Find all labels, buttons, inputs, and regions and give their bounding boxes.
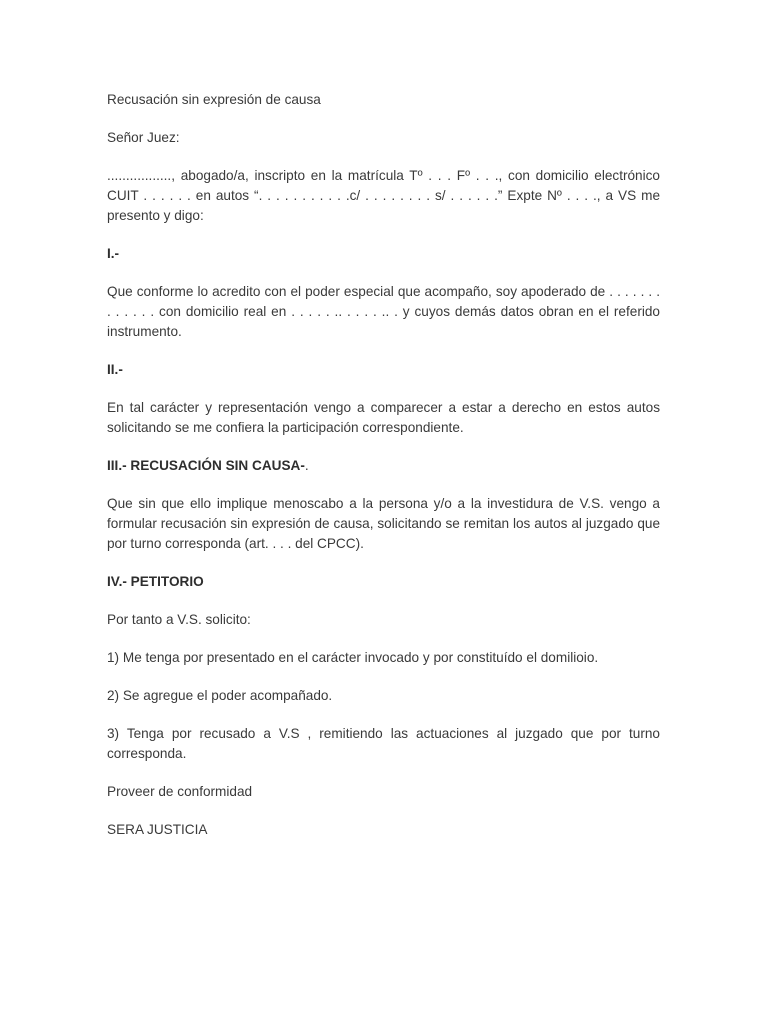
signoff-line: SERA JUSTICIA xyxy=(107,822,208,837)
section-3-heading-suffix: . xyxy=(304,458,309,473)
closing-line: Proveer de conformidad xyxy=(107,784,253,799)
section-2-body: En tal carácter y representación vengo a comparecer a estar a derecho en estos autos solicitando se me confiera la participación correspondiente. xyxy=(107,400,660,435)
section-3-heading: III.- RECUSACIÓN SIN CAUSA- xyxy=(107,458,305,473)
section-3-body: Que sin que ello implique menoscabo a la persona y/o a la investidura de V.S. vengo a formular recusación sin expresión de causa, solicitando se remitan los autos al juzgado que por turno corresponda (art. . . . del CPCC). xyxy=(107,496,660,551)
section-2-heading: II.- xyxy=(107,362,123,377)
section-1-heading: I.- xyxy=(107,246,120,261)
document-page xyxy=(107,90,660,858)
petitorio-item-1: 1) Me tenga por presentado en el carácter invocado y por constituído el domilioio. xyxy=(107,650,599,665)
intro-paragraph: ................., abogado/a, inscripto en la matrícula Tº . . . Fº . . ., con domicilio electrónico CUIT . . . . . . en autos “. . . . . . . . . . .c/ . . . . . . . . s/ . . . . . .” Expte Nº . . . ., a VS me presento y digo: xyxy=(107,168,660,223)
petitorio-item-3: 3) Tenga por recusado a V.S , remitiendo las actuaciones al juzgado que por turno corresponda. xyxy=(107,726,660,761)
section-3-heading-line xyxy=(107,456,660,476)
document-title: Recusación sin expresión de causa xyxy=(107,92,321,107)
petitorio-heading: IV.- PETITORIO xyxy=(107,574,204,589)
section-1-body: Que conforme lo acredito con el poder especial que acompaño, soy apoderado de . . . . . . . . . . . . . con domicilio real en . . . . . .. . . . . .. . y cuyos demás datos obran en el referido instrumento. xyxy=(107,284,660,339)
petitorio-lead: Por tanto a V.S. solicito: xyxy=(107,612,251,627)
greeting: Señor Juez: xyxy=(107,130,180,145)
petitorio-item-2: 2) Se agregue el poder acompañado. xyxy=(107,688,333,703)
